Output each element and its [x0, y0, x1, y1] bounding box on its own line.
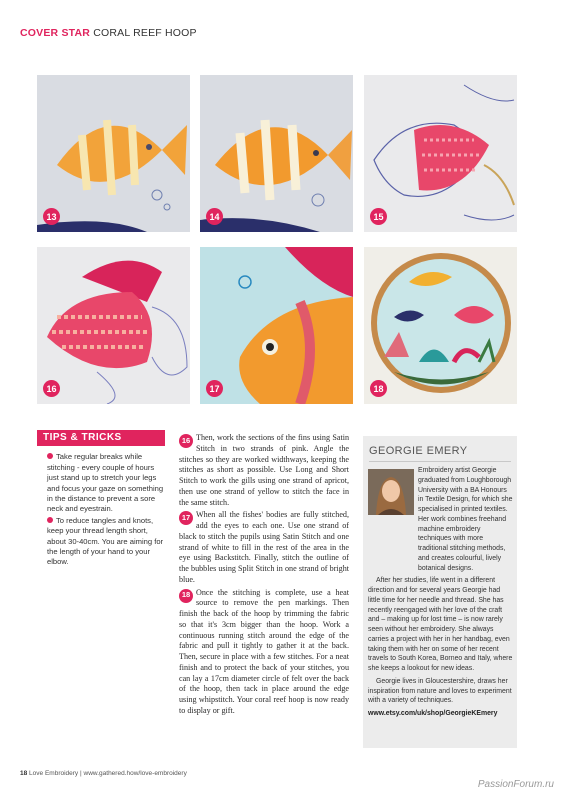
- step-number: 18: [179, 589, 193, 603]
- tip-item: [47, 452, 165, 514]
- fish-orange-outline-image: [37, 75, 190, 232]
- tips-title: TIPS & TRICKS: [37, 430, 165, 446]
- bullet-icon: [47, 453, 53, 459]
- step-number: 17: [179, 511, 193, 525]
- step-text: When all the fishes' bodies are fully stitched, add the eyes to each one. Use one strand of black to stitch the pupils using Satin Stitch and one strand of white to fill in the rest of the area in the eye using Backstitch. Finally, stitch the outline of the bubbles using Split Stitch in one strand of bright blue.: [179, 510, 349, 584]
- step-photo-14: [200, 75, 353, 232]
- step-badge: 15: [370, 208, 387, 225]
- fish-eye-closeup-image: [200, 247, 353, 404]
- bio-paragraph: Embroidery artist Georgie graduated from Loughborough University with a BA Honours in Textile Design, for which she specialised in printed textiles. Her work combines freehand machine embroidery techniques with more traditional stitching methods, and creates colourful, lively botanical designs.: [418, 467, 513, 572]
- bullet-icon: [47, 517, 53, 523]
- photo-grid: [37, 75, 517, 407]
- page-footer: 18 Love Embroidery | www.gathered.how/love-embroidery: [20, 770, 187, 777]
- step-text: Then, work the sections of the fins using Satin Stitch in two strands of pink. Angle the stitches so they are worked widthways, keeping the stitches as short as possible. Use Long and Short Stitch to work the gills using one strand of apricot, then use one strand of yellow to stitch the face in the same stitch.: [179, 433, 349, 507]
- instruction-step: [179, 433, 349, 508]
- step-photo-16: [37, 247, 190, 404]
- author-bio-box: [363, 436, 517, 748]
- magazine-name: Love Embroidery: [29, 770, 79, 777]
- page-header: [20, 27, 197, 39]
- instructions-column: [179, 433, 349, 719]
- fish-orange-filled-image: [200, 75, 353, 232]
- article-title: CORAL REEF HOOP: [93, 27, 197, 39]
- bio-paragraph: Georgie lives in Gloucestershire, draws her inspiration from nature and loves to experiment with a variety of techniques.: [368, 677, 512, 705]
- step-number: 16: [179, 434, 193, 448]
- step-badge: 14: [206, 208, 223, 225]
- step-badge: 16: [43, 380, 60, 397]
- divider: [369, 461, 511, 462]
- instruction-step: [179, 510, 349, 585]
- step-photo-17: [200, 247, 353, 404]
- step-photo-15: [364, 75, 517, 232]
- step-photo-13: [37, 75, 190, 232]
- step-text: Once the stitching is complete, use a heat source to remove the pen markings. Then finish the back of the hoop by trimming the fabric so that it's 3cm bigger than the hoop. Work a continuous running stitch around the edge of the fabric and pull it tightly to gather it at the back. Then, secure in place with a few stitches. For a neat finish and to protect the back of your stitches, you can lay a 17cm diameter circle of felt over the back of the hoop, then tack in place around the edge using whipstitch. Your coral reef hoop is now ready to display or gift.: [179, 587, 349, 715]
- watermark: PassionForum.ru: [477, 779, 554, 790]
- step-badge: 13: [43, 208, 60, 225]
- author-bio-text: [368, 466, 513, 722]
- step-photo-18: [364, 247, 517, 404]
- tip-text: Take regular breaks while stitching - every couple of hours just stand up to stretch your legs and focus your gaze on something in the distance to prevent a sore neck and eyestrain.: [47, 452, 164, 514]
- page-number: 18: [20, 770, 28, 777]
- step-badge: 18: [370, 380, 387, 397]
- finished-hoop-image: [364, 247, 517, 404]
- step-badge: 17: [206, 380, 223, 397]
- instruction-step: [179, 588, 349, 717]
- magazine-url[interactable]: www.gathered.how/love-embroidery: [83, 770, 187, 777]
- fish-pink-fins-image: [37, 247, 190, 404]
- bio-paragraph: After her studies, life went in a different direction and for several years Georgie had little time for her needle and thread. She has recently reengaged with her love of the craft and – making up for lost time – is now rarely seen without her embroidery. She always carries a project with her in her handbag, even taking them with her on some of her recent travels to South Korea, Borneo and Italy, where she keeps a lookout for new ideas.: [368, 577, 513, 672]
- author-name: GEORGIE EMERY: [369, 445, 468, 457]
- tip-text: To reduce tangles and knots, keep your thread length short, about 30-40cm. You are aiming for the length of your hand to your elbow.: [47, 515, 164, 567]
- tip-item: [47, 516, 165, 568]
- tips-box: [37, 430, 165, 568]
- fish-pink-stitching-image: [364, 75, 517, 232]
- author-shop-link[interactable]: www.etsy.com/uk/shop/GeorgieKEmery: [368, 710, 498, 717]
- section-label: COVER STAR: [20, 27, 91, 39]
